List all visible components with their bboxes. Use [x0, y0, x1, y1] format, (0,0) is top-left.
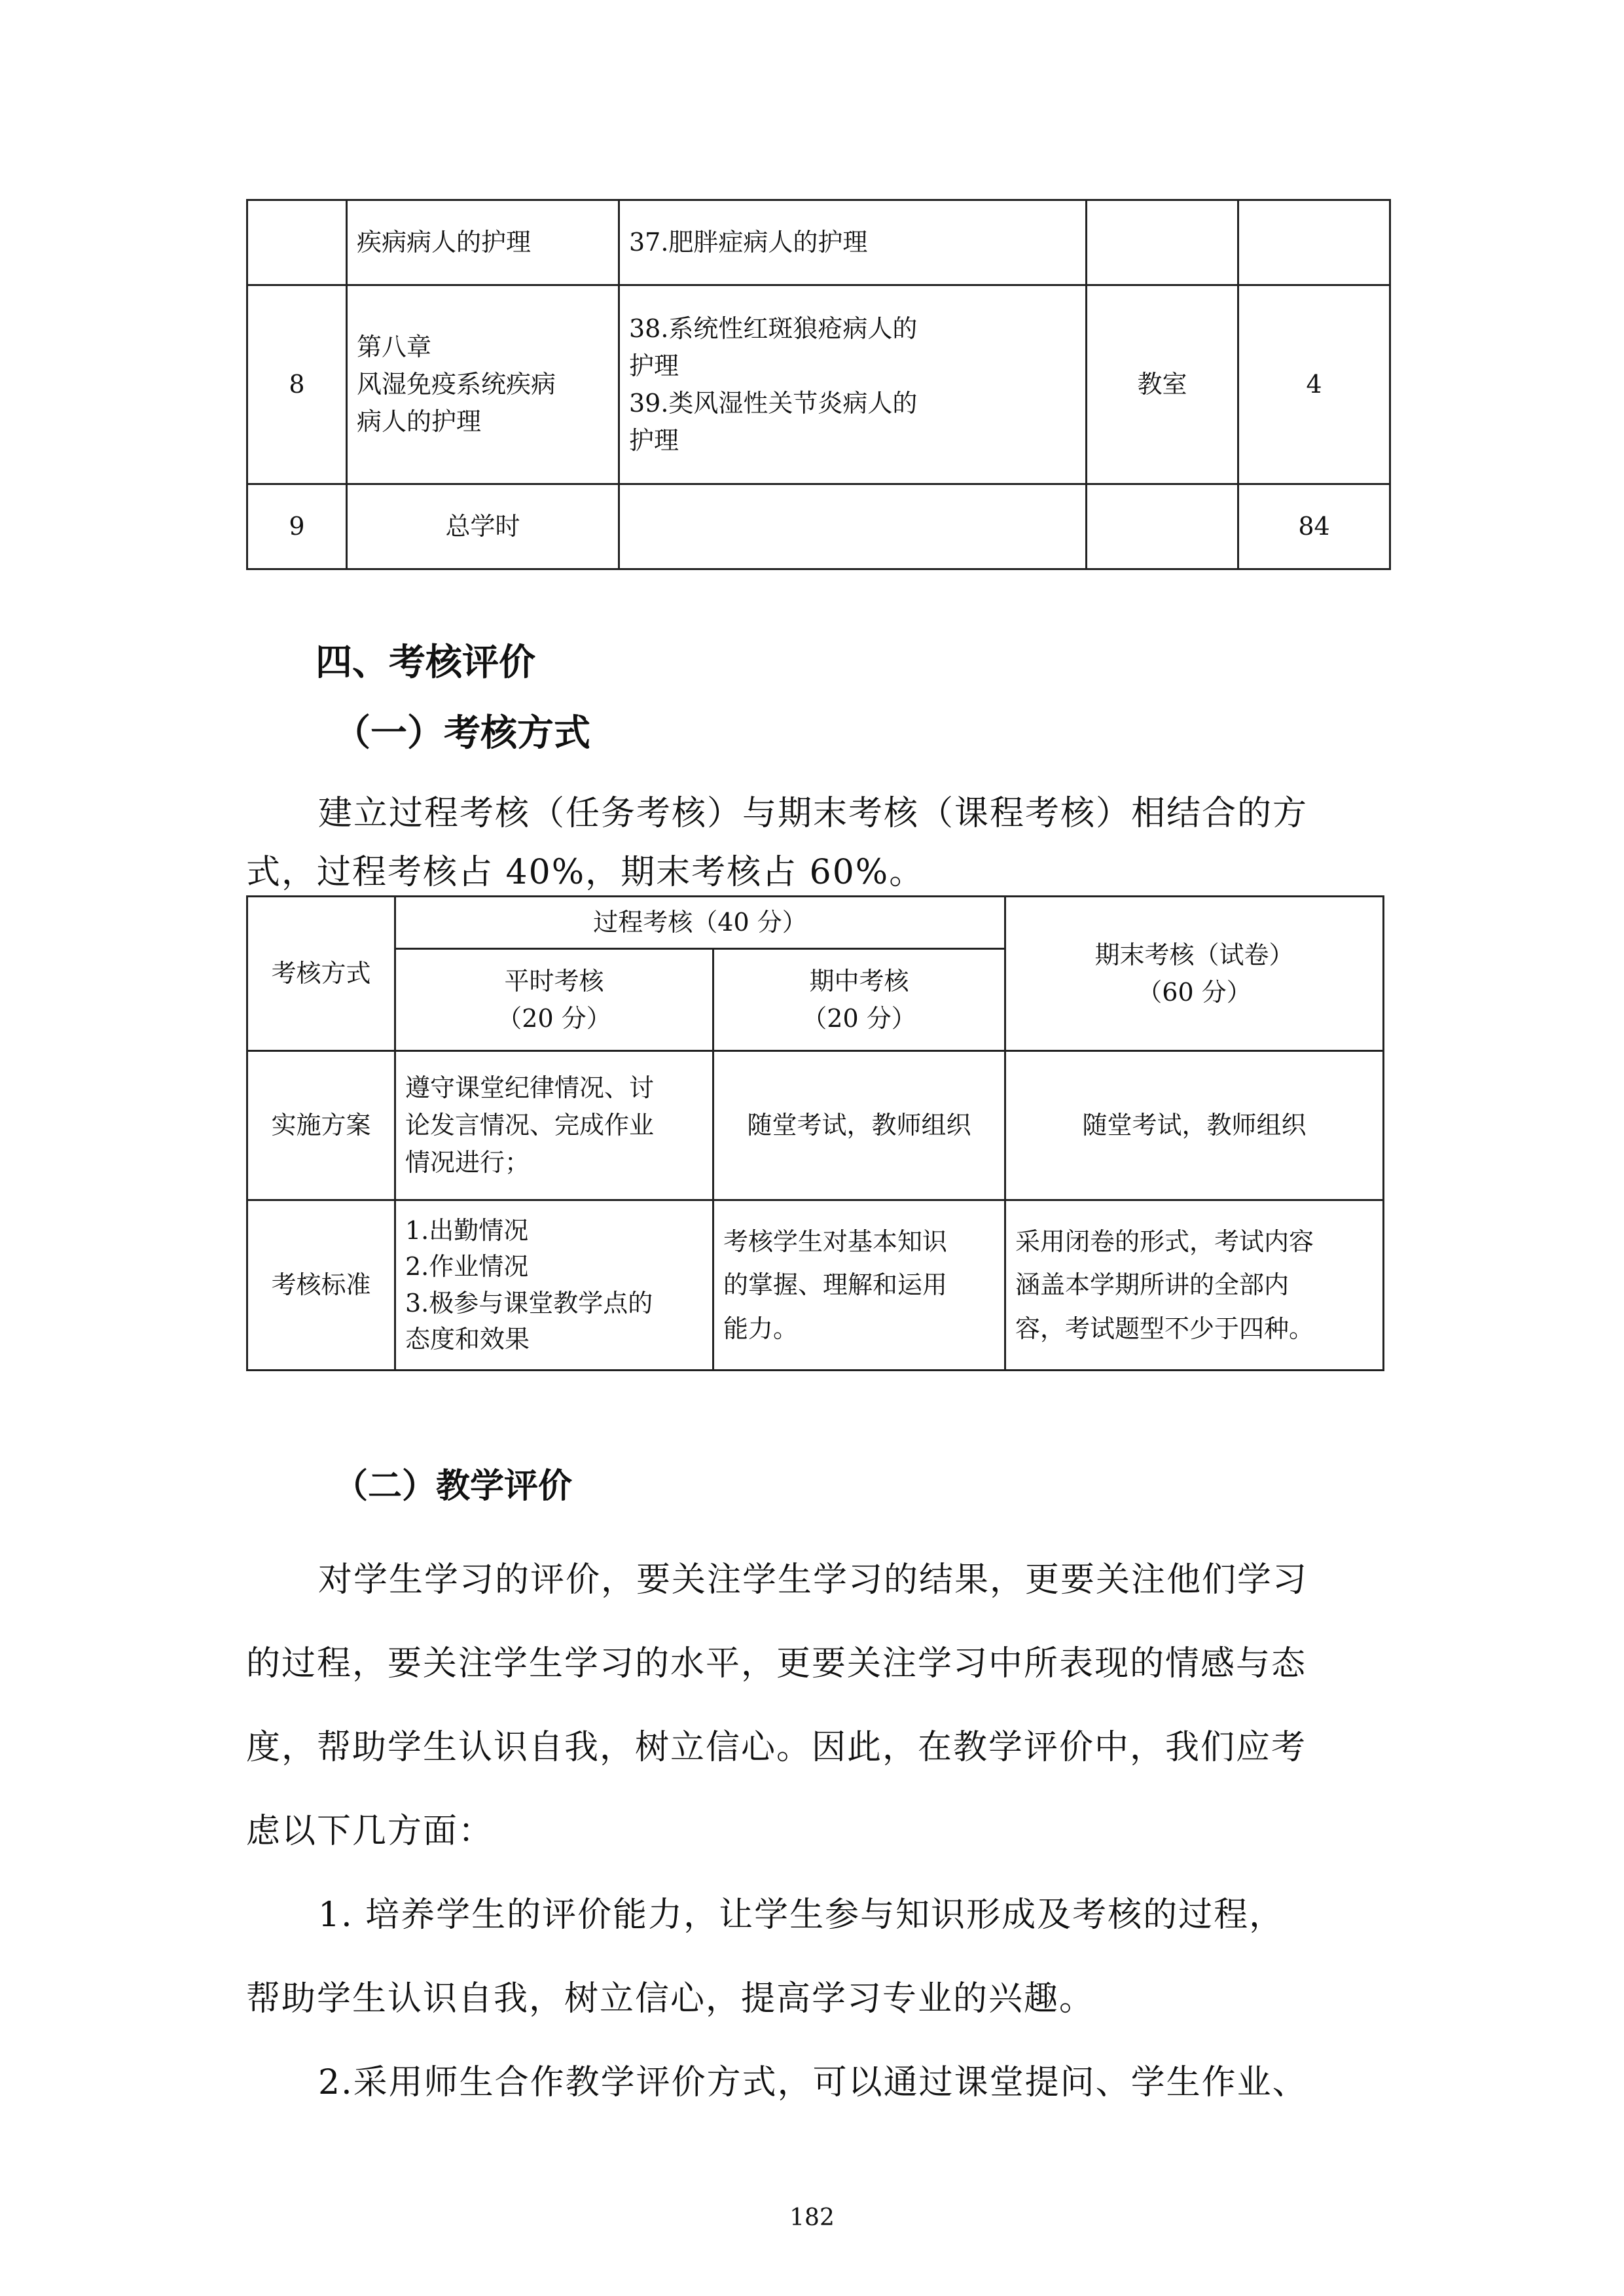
evaluation-paragraph	[246, 1538, 1389, 1873]
cell-line: 采用闭卷的形式，考试内容	[1015, 1227, 1314, 1256]
cell-line: 态度和效果	[405, 1324, 530, 1354]
chapter-cell	[347, 200, 619, 285]
paragraph-line: 式，过程考核占 40%，期末考核占 60%。	[246, 853, 925, 892]
paragraph-line: 建立过程考核（任务考核）与期末考核（课程考核）相结合的方	[318, 794, 1308, 833]
table-row	[247, 285, 1390, 484]
plan-label-cell: 实施方案	[247, 1051, 395, 1200]
content-cell	[619, 484, 1087, 569]
chapter-cell	[347, 484, 619, 569]
intro-paragraph	[246, 784, 1389, 902]
paragraph-line: 1. 培养学生的评价能力，让学生参与知识形成及考核的过程，	[318, 1895, 1285, 1935]
standard-daily-cell	[395, 1200, 713, 1371]
cell-line: 论发言情况、完成作业	[405, 1111, 655, 1139]
row-header-cell: 考核方式	[247, 897, 395, 1051]
content-line: 护理	[629, 351, 679, 380]
hours-cell	[1238, 200, 1390, 285]
section-heading: 四、考核评价	[316, 641, 535, 684]
header-line: （20 分）	[497, 1003, 611, 1033]
cell-line: 2.作业情况	[405, 1252, 529, 1282]
chapter-line: 第八章	[357, 332, 432, 361]
chapter-line: 病人的护理	[357, 407, 482, 436]
paragraph-line: 帮助学生认识自我，树立信心，提高学习专业的兴趣。	[246, 1979, 1095, 2018]
header-line: （60 分）	[1137, 977, 1252, 1007]
content-line: 39.类风湿性关节炎病人的	[629, 388, 918, 418]
header-line: （20 分）	[802, 1003, 916, 1033]
row-number	[247, 200, 347, 285]
paragraph-line: 虑以下几方面：	[246, 1812, 494, 1851]
chapter-line: 疾病病人的护理	[357, 228, 532, 257]
chapter-line: 风湿免疫系统疾病	[357, 370, 556, 399]
subsection-heading: （一）考核方式	[334, 711, 590, 755]
cell-line: 情况进行；	[405, 1148, 530, 1177]
header-line: 平时考核	[504, 966, 604, 996]
chapter-cell	[347, 285, 619, 484]
cell-line: 3.极参与课堂教学点的	[405, 1288, 653, 1318]
plan-final-cell: 随堂考试，教师组织	[1005, 1051, 1384, 1200]
content-cell	[619, 285, 1087, 484]
plan-midterm-cell: 随堂考试，教师组织	[713, 1051, 1005, 1200]
hours-cell: 84	[1238, 484, 1390, 569]
subsection-heading: （二）教学评价	[334, 1466, 573, 1506]
paragraph-line: 对学生学习的评价，要关注学生学习的结果，更要关注他们学习	[318, 1560, 1308, 1600]
cell-line: 考核学生对基本知识	[723, 1227, 948, 1256]
cell-line: 能力。	[723, 1314, 799, 1343]
table-row	[247, 200, 1390, 285]
place-cell	[1087, 484, 1238, 569]
row-number: 8	[247, 285, 347, 484]
paragraph-line: 的过程，要关注学生学习的水平，更要关注学习中所表现的情感与态	[246, 1644, 1307, 1683]
cell-line: 1.出勤情况	[405, 1216, 529, 1246]
assessment-table	[246, 895, 1384, 1371]
paragraph-line: 2.采用师生合作教学评价方式，可以通过课堂提问、学生作业、	[318, 2063, 1308, 2102]
standard-label-cell: 考核标准	[247, 1200, 395, 1371]
content-line: 37.肥胖症病人的护理	[629, 228, 868, 257]
table-row	[247, 484, 1390, 569]
table-row	[247, 1051, 1384, 1200]
page-number: 182	[789, 2204, 835, 2231]
cell-line: 的掌握、理解和运用	[723, 1270, 948, 1300]
row-number: 9	[247, 484, 347, 569]
place-cell	[1087, 200, 1238, 285]
midterm-header-cell	[713, 949, 1005, 1051]
content-line: 护理	[629, 425, 679, 455]
standard-final-cell	[1005, 1200, 1384, 1371]
content-line: 38.系统性红斑狼疮病人的	[629, 314, 918, 343]
cell-line: 涵盖本学期所讲的全部内	[1015, 1270, 1290, 1300]
list-item	[246, 2041, 1389, 2125]
plan-daily-cell	[395, 1051, 713, 1200]
cell-line: 遵守课堂纪律情况、讨	[405, 1073, 655, 1102]
list-item	[246, 1873, 1389, 2041]
chapter-line: 总学时	[445, 512, 520, 541]
daily-header-cell	[395, 949, 713, 1051]
process-header-cell: 过程考核（40 分）	[395, 897, 1005, 949]
standard-midterm-cell	[713, 1200, 1005, 1371]
place-cell: 教室	[1087, 285, 1238, 484]
header-line: 期中考核	[809, 966, 909, 996]
paragraph-line: 度，帮助学生认识自我，树立信心。因此，在教学评价中，我们应考	[246, 1728, 1307, 1767]
table-row	[247, 897, 1384, 949]
cell-line: 容，考试题型不少于四种。	[1015, 1314, 1314, 1343]
schedule-table	[246, 199, 1391, 570]
content-cell	[619, 200, 1087, 285]
hours-cell: 4	[1238, 285, 1390, 484]
final-header-cell	[1005, 897, 1384, 1051]
header-line: 期末考核（试卷）	[1094, 940, 1294, 969]
table-row	[247, 1200, 1384, 1371]
